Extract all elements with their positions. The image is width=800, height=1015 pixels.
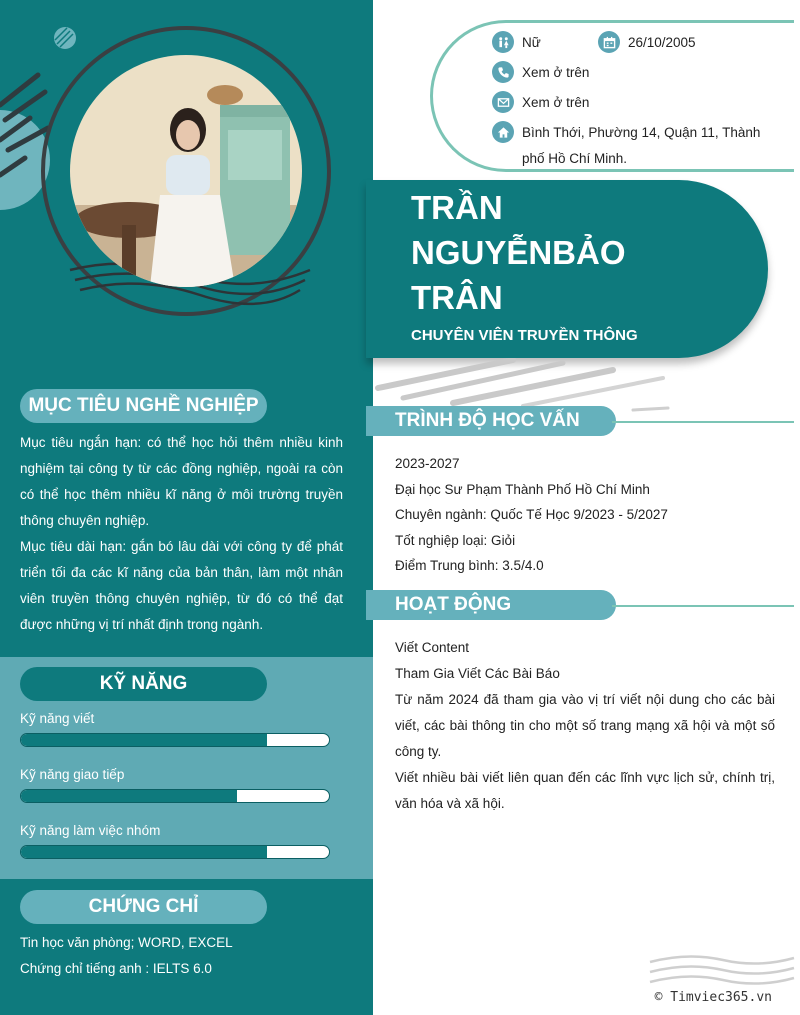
activity-line: Tham Gia Viết Các Bài Báo [395,666,560,681]
certificates-title: CHỨNG CHỈ [20,890,267,924]
contact-email [492,91,589,113]
phone-icon [492,61,514,83]
calendar-icon [598,31,620,53]
objective-long-term: Mục tiêu dài hạn: gắn bó lâu dài với công ty để phát triển tối đa các kĩ năng của bản thân, làm một nhân viên truyền thông chuyên nghiệp, từ đó có thể đạt được những vị trí nhất định trong ngành. [20,539,343,632]
education-title: TRÌNH ĐỘ HỌC VẤN [366,406,616,436]
education-line: Tốt nghiệp loại: Giỏi [395,532,516,548]
address-line2: phố Hồ Chí Minh. [522,151,628,166]
contact-dob [598,31,696,53]
skill-label: Kỹ năng viết [20,711,95,726]
profile-photo [70,55,302,287]
dob-value: 26/10/2005 [628,34,696,50]
skill-bar [20,789,330,803]
watermark: © Timviec365.vn [654,990,772,1005]
contact-phone [492,61,589,83]
activities-title: HOẠT ĐỘNG [366,590,616,620]
education-line: Điểm Trung bình: 3.5/4.0 [395,558,544,573]
education-line: 2023-2027 [395,456,460,471]
name-line: NGUYỄNBẢO [411,234,626,271]
skill-bar [20,733,330,747]
decorative-waves [648,950,796,992]
skill-label: Kỹ năng giao tiếp [20,767,125,782]
skill-bar-fill [21,734,267,746]
education-line: Đại học Sư Phạm Thành Phố Hồ Chí Minh [395,481,650,497]
address-line1: Bình Thới, Phường 14, Quận 11, Thành [522,124,761,140]
education-details [395,451,775,579]
objective-title: MỤC TIÊU NGHỀ NGHIỆP [20,389,267,423]
full-name [411,185,741,320]
activity-line: Viết nhiều bài viết liên quan đến các lĩnh vực lịch sử, chính trị, văn hóa và xã hội. [395,770,775,811]
activities-details [395,635,775,817]
objective-short-term: Mục tiêu ngắn hạn: có thể học hỏi thêm nhiều kinh nghiệm tại công ty từ các đồng nghiệp, ngoài ra còn có thể học thêm nhiều kĩ năng ở môi trường truyền thông chuyên nghiệp. [20,435,343,528]
education-line: Chuyên ngành: Quốc Tế Học 9/2023 - 5/2027 [395,507,668,522]
activity-line: Từ năm 2024 đã tham gia vào vị trí viết nội dung cho các bài viết, các bài thông tin cho một số trang mạng xã hội và một số công ty. [395,692,775,759]
education-divider [612,421,794,423]
skill-label: Kỹ năng làm việc nhóm [20,823,161,838]
photo-illustration [70,55,302,287]
certificate-item: Tin học văn phòng; WORD, EXCEL [20,935,233,950]
activities-divider [612,605,794,607]
skill-teamwork [20,823,332,859]
skills-title: KỸ NĂNG [20,667,267,701]
contact-gender [492,31,541,53]
gender-value: Nữ [522,34,541,50]
activity-line: Viết Content [395,640,470,655]
skill-writing [20,711,332,747]
phone-value: Xem ở trên [522,64,590,80]
job-title: CHUYÊN VIÊN TRUYỀN THÔNG [411,327,638,344]
certificate-item: Chứng chỉ tiếng anh : IELTS 6.0 [20,961,212,976]
gender-icon [492,31,514,53]
home-icon [492,121,514,143]
contact-address-cont [522,151,627,166]
contact-address [492,121,760,143]
email-value: Xem ở trên [522,94,590,110]
name-line: TRÂN [411,279,503,316]
name-line: TRẦN [411,189,503,226]
skill-bar-fill [21,790,237,802]
skill-bar-fill [21,846,267,858]
mail-icon [492,91,514,113]
skill-communication [20,767,332,803]
skill-bar [20,845,330,859]
